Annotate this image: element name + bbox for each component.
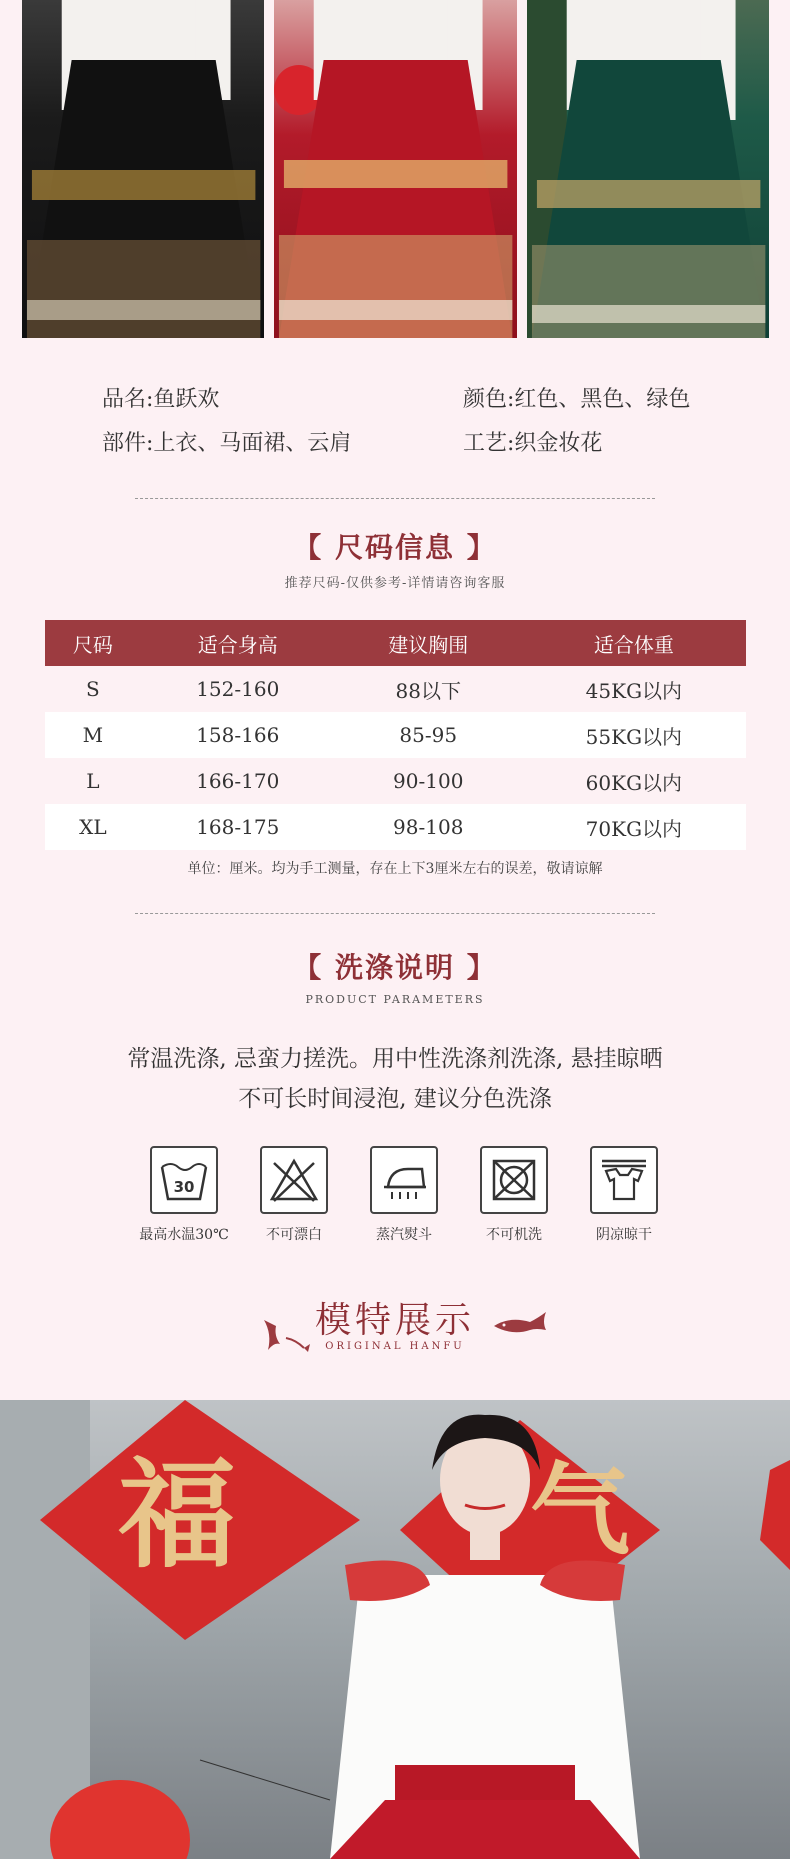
- product-photo-red[interactable]: [274, 0, 516, 338]
- care-label: 蒸汽熨斗: [376, 1227, 432, 1243]
- model-section-subtitle: ORIGINAL HANFU: [325, 1341, 465, 1352]
- banner-fu-char: 福: [118, 1445, 237, 1584]
- product-name-value: 鱼跃欢: [153, 387, 220, 412]
- table-row: [45, 804, 746, 850]
- no-machine-wash-icon: [480, 1146, 548, 1214]
- table-cell: 88以下: [395, 678, 461, 703]
- product-name: [102, 382, 219, 413]
- product-name-label: 品名:: [102, 387, 154, 412]
- product-photos-row: [22, 0, 769, 338]
- table-row: [45, 758, 746, 804]
- steam-iron-icon: [370, 1146, 438, 1214]
- product-color: [463, 382, 690, 413]
- divider: [135, 913, 655, 914]
- wash-section-subtitle: PRODUCT PARAMETERS: [305, 993, 485, 1006]
- product-craft-value: 织金妆花: [514, 431, 603, 456]
- table-cell: 70KG以内: [522, 804, 746, 850]
- product-parts-value: 上衣、马面裙、云肩: [153, 431, 352, 456]
- table-cell: S: [86, 677, 100, 701]
- product-craft: [463, 426, 602, 457]
- product-color-value: 红色、黑色、绿色: [514, 387, 691, 412]
- banner-qi-char: 气: [530, 1451, 630, 1569]
- care-label: 最高水温30℃: [139, 1227, 229, 1243]
- size-section-title: 【 尺码信息 】: [293, 531, 497, 564]
- size-note: 单位：厘米。均为手工测量，存在上下3厘米左右的误差，敬请谅解: [187, 861, 603, 877]
- model-photo: [0, 1400, 790, 1859]
- wash-30-icon: [150, 1146, 218, 1214]
- divider: [135, 498, 655, 499]
- product-photo-green[interactable]: [527, 0, 769, 338]
- no-bleach-icon: [260, 1146, 328, 1214]
- column-header: 尺码: [45, 620, 141, 666]
- table-cell: 45KG以内: [585, 678, 683, 703]
- column-header: 适合体重: [522, 620, 746, 666]
- table-cell: 166-170: [196, 769, 280, 793]
- wash-temp-badge: 30: [173, 1178, 195, 1196]
- model-section-title: 模特展示: [314, 1300, 475, 1341]
- size-table-header: [45, 620, 746, 666]
- care-item: [354, 1146, 454, 1244]
- product-craft-label: 工艺:: [463, 431, 515, 456]
- product-parts-label: 部件:: [102, 431, 154, 456]
- column-header: 适合身高: [141, 620, 335, 666]
- wash-section-title: 【 洗涤说明 】: [293, 951, 497, 984]
- table-cell: 55KG以内: [522, 712, 746, 758]
- table-cell: M: [45, 712, 141, 758]
- table-cell: 168-175: [141, 804, 335, 850]
- product-parts: [102, 426, 351, 457]
- care-label: 不可机洗: [486, 1227, 542, 1243]
- table-cell: XL: [45, 804, 141, 850]
- product-photo-black[interactable]: [22, 0, 264, 338]
- care-item: [134, 1146, 234, 1244]
- wash-instructions-line2: 不可长时间浸泡, 建议分色洗涤: [238, 1086, 552, 1112]
- table-cell: 152-160: [196, 677, 280, 701]
- column-header: 建议胸围: [335, 620, 522, 666]
- table-cell: 60KG以内: [585, 770, 683, 795]
- table-cell: 85-95: [335, 712, 522, 758]
- size-section-subtitle: 推荐尺码-仅供参考-详情请咨询客服: [284, 576, 506, 591]
- table-row: [45, 666, 746, 712]
- shade-dry-icon: [590, 1146, 658, 1214]
- table-cell: 90-100: [393, 769, 464, 793]
- table-cell: 98-108: [335, 804, 522, 850]
- wash-instructions-line1: 常温洗涤, 忌蛮力搓洗。用中性洗涤剂洗涤, 悬挂晾晒: [127, 1046, 663, 1072]
- table-cell: L: [86, 769, 100, 793]
- product-color-label: 颜色:: [463, 387, 515, 412]
- care-label: 阴凉晾干: [596, 1227, 652, 1243]
- care-item: [464, 1146, 564, 1244]
- size-table: [45, 620, 746, 850]
- table-cell: 158-166: [141, 712, 335, 758]
- care-item: [244, 1146, 344, 1244]
- table-row: [45, 712, 746, 758]
- care-item: [574, 1146, 674, 1244]
- care-label: 不可漂白: [266, 1227, 322, 1243]
